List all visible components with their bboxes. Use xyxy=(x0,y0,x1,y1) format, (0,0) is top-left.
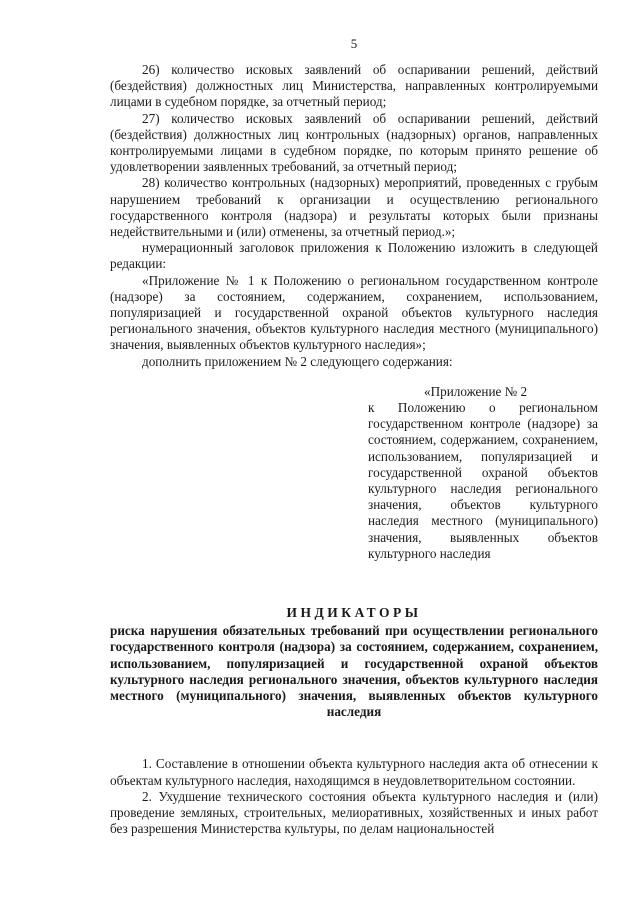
indicators-heading xyxy=(110,604,598,720)
top-paragraphs xyxy=(110,62,598,370)
indicators-title: ИНДИКАТОРЫ xyxy=(286,605,422,621)
indicators-list xyxy=(110,756,598,837)
paragraph-item-28: 28) количество контрольных (надзорных) мероприятий, проведенных с грубым нарушением требований к организации и осуществлению регионального государственного контроля (надзора) и результаты которых были признаны недействительными и (или) отменены, за отчетный период.»; xyxy=(110,175,598,240)
indicators-subtitle: риска нарушения обязательных требований при осуществлении регионального государственного контроля (надзора) за состоянием, содержанием, сохранением, использованием, популяризацией и государственной охраной объектов культурного наследия регионального значения, объектов культурного наследия местного (муниципального) значения, выявленных объектов культурного наследия xyxy=(110,623,598,720)
paragraph-item-27: 27) количество исковых заявлений об оспаривании решений, действий (бездействия) должностных лиц контрольных (надзорных) органов, направленных контролируемыми лицами в судебном порядке, по которым принято решение об удовлетворении заявленных требований, за отчетный период; xyxy=(110,110,598,175)
page-number: 5 xyxy=(350,36,358,51)
appendix-2-title: «Приложение № 2 xyxy=(424,383,528,399)
paragraph-add-appendix-2: дополнить приложением № 2 следующего содержания: xyxy=(142,353,453,369)
paragraph-heading-instruction: нумерационный заголовок приложения к Положению изложить в следующей редакции: xyxy=(110,240,598,272)
indicator-item-1: 1. Составление в отношении объекта культурного наследия акта об отнесении к объектам культурного наследия, находящимся в неудовлетворительном состоянии. xyxy=(110,756,598,788)
indicator-item-2: 2. Ухудшение технического состояния объекта культурного наследия и (или) проведение земляных, строительных, мелиоративных, хозяйственных и иных работ без разрешения Министерства культуры, по делам национальностей xyxy=(110,788,598,837)
document-page xyxy=(110,36,598,837)
paragraph-appendix-1-title: «Приложение № 1 к Положению о региональном государственном контроле (надзоре) за состоянием, содержанием, сохранением, использованием, популяризацией и государственной охраной объектов культурного наследия регионального значения, объектов культурного наследия местного (муниципального) значения, выявленных объектов культурного наследия»; xyxy=(110,272,598,353)
paragraph-item-26: 26) количество исковых заявлений об оспаривании решений, действий (бездействия) должностных лиц Министерства, направленных контролируемыми лицами в судебном порядке, за отчетный период; xyxy=(110,62,598,110)
appendix-2-reference xyxy=(368,384,598,562)
appendix-2-text: к Положению о региональном государственном контроле (надзоре) за состоянием, содержанием, сохранением, использованием, популяризацией и государственной охраной объектов культурного наследия регионального значения, объектов культурного наследия местного (муниципального) значения, выявленных объектов культурного наследия xyxy=(368,400,598,561)
